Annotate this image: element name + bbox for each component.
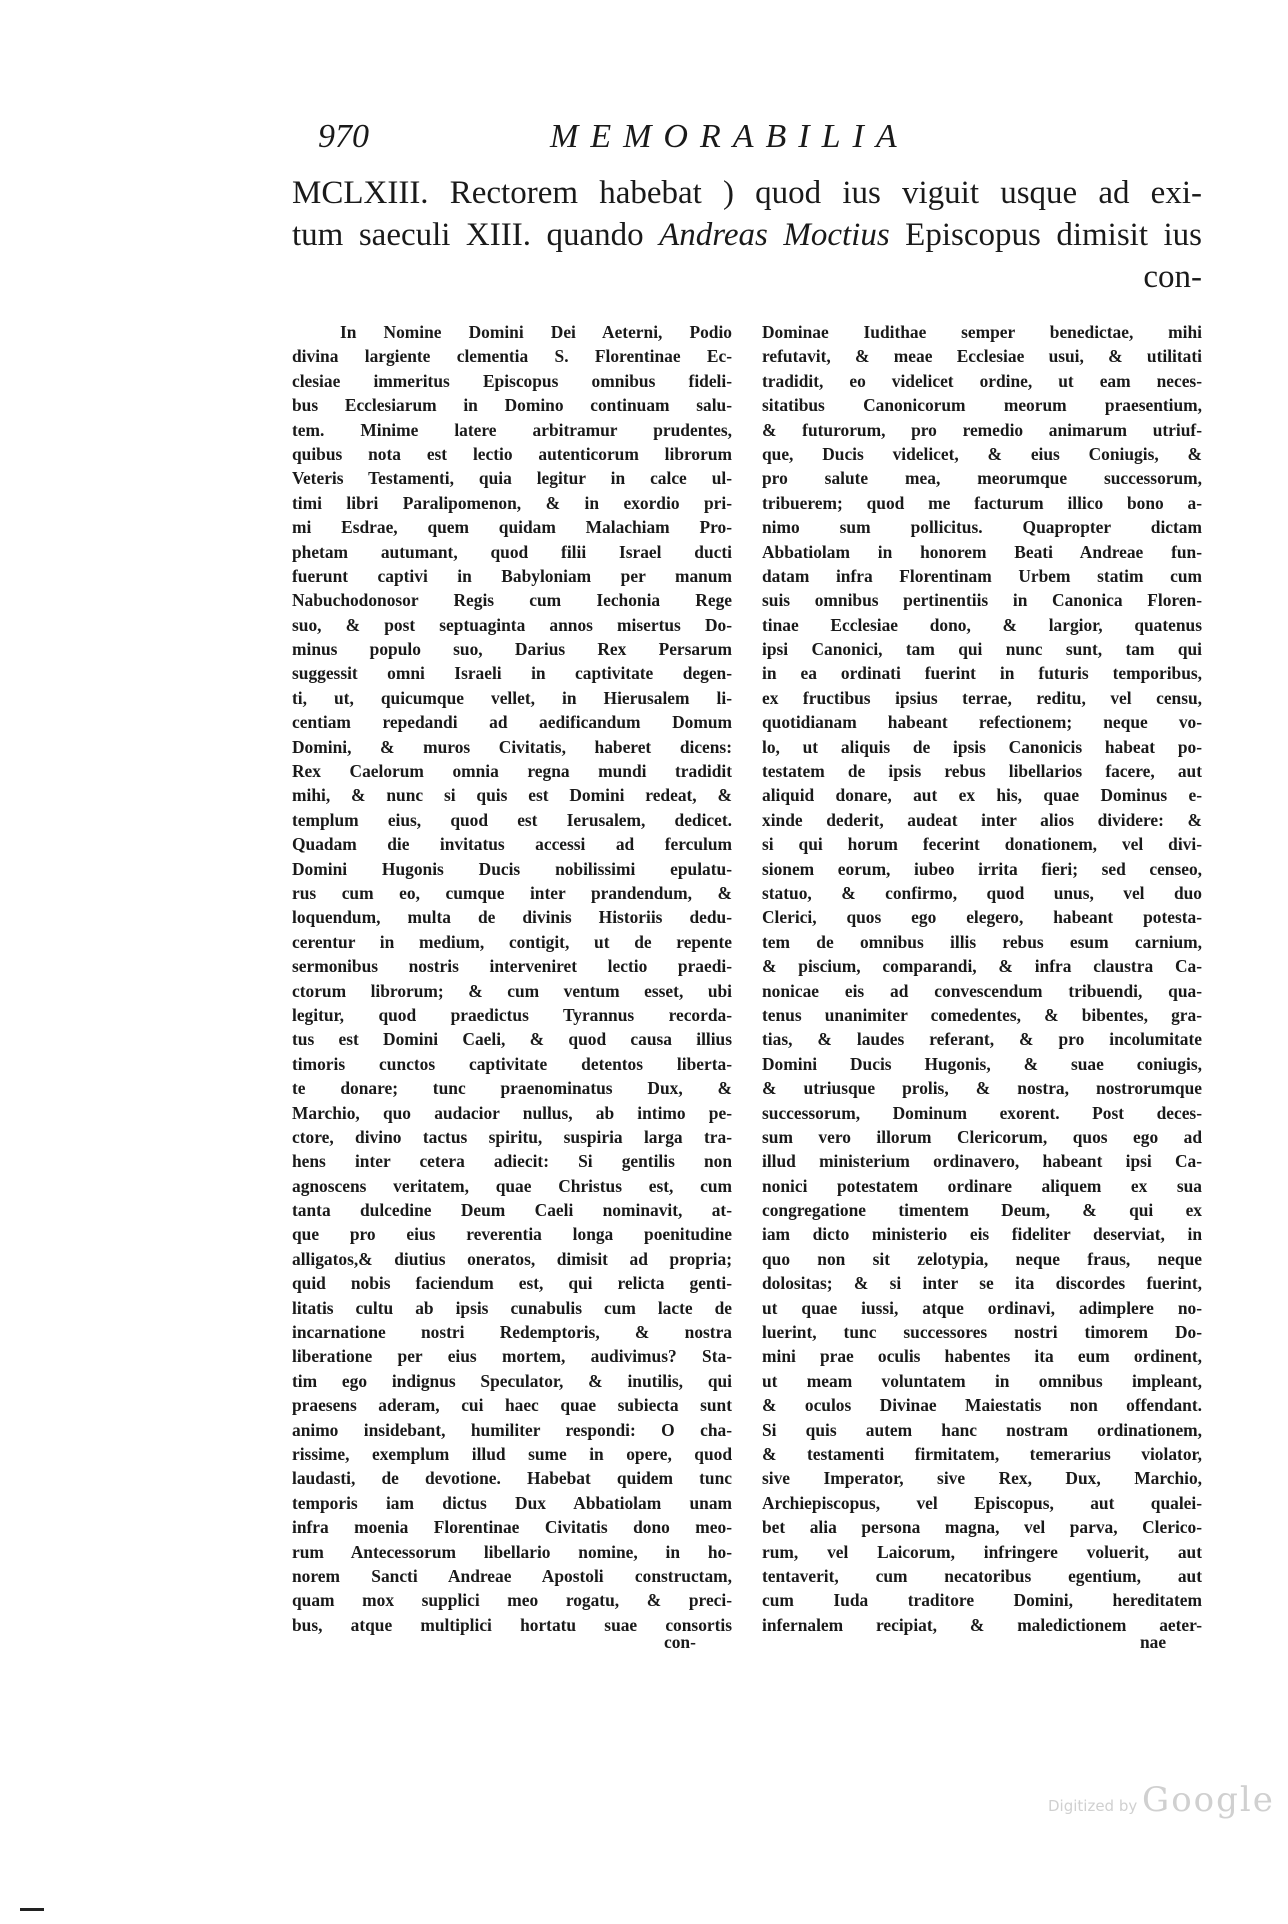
text-line: Nabuchodonosor Regis cum Iechonia Rege	[292, 590, 732, 611]
text-line: agnoscens veritatem, quae Christus est, cum	[292, 1175, 732, 1196]
text-line: cum Iuda traditore Domini, hereditatem	[762, 1590, 1202, 1611]
text-line: ctorum librorum; & cum ventum esset, ubi	[292, 980, 732, 1001]
text-line: Archiepiscopus, vel Episcopus, aut qualei-	[762, 1492, 1202, 1513]
text-line: tem de omnibus illis rebus esum carnium,	[762, 931, 1202, 952]
text-line: bus, atque multiplici hortatu suae consortis	[292, 1614, 732, 1635]
text-line: si qui horum fecerint donationem, vel divi-	[762, 834, 1202, 855]
text-line: suis omnibus pertinentiis in Canonica Floren-	[762, 590, 1202, 611]
text-line: tanta dulcedine Deum Caeli nominavit, at-	[292, 1200, 732, 1221]
text-line: hens inter cetera adiecit: Si gentilis non	[292, 1151, 732, 1172]
text-line: que, Ducis videlicet, & eius Coniugis, &	[762, 443, 1202, 464]
text-line: tinae Ecclesiae dono, & largior, quatenus	[762, 614, 1202, 635]
text-line: sionem eorum, iubeo irrita fieri; sed censeo,	[762, 858, 1202, 879]
right-catchword: nae	[1140, 1632, 1167, 1652]
text-line: templum eius, quod est Ierusalem, dedicet.	[292, 809, 732, 830]
text-line: suggessit omni Israeli in captivitate degen-	[292, 663, 732, 684]
text-line: praesens aderam, cui haec quae subiecta sunt	[292, 1395, 732, 1416]
intro-paragraph	[292, 172, 1202, 298]
text-line: sive Imperator, sive Rex, Dux, Marchio,	[762, 1468, 1202, 1489]
text-line: tim ego indignus Speculator, & inutilis, qui	[292, 1370, 732, 1391]
text-line: alligatos,& diutius oneratos, dimisit ad propria;	[292, 1248, 732, 1269]
text-line: nonici potestatem ordinare aliquem ex sua	[762, 1175, 1202, 1196]
text-line: ut quae iussi, atque ordinavi, adimplere no-	[762, 1297, 1202, 1318]
text-line: In Nomine Domini Dei Aeterni, Podio	[340, 322, 732, 342]
text-line: Clerici, quos ego elegero, habeant potesta-	[762, 907, 1202, 928]
text-line: Abbatiolam in honorem Beati Andreae fun-	[762, 541, 1202, 562]
text-line: que pro eius reverentia longa poenitudine	[292, 1224, 732, 1245]
text-line: tentaverit, cum necatoribus egentium, aut	[762, 1565, 1202, 1586]
text-line: timoris cunctos captivitate detentos liberta-	[292, 1053, 732, 1074]
text-line: laudasti, de devotione. Habebat quidem tunc	[292, 1468, 732, 1489]
text-line: Si quis autem hanc nostram ordinationem,	[762, 1419, 1202, 1440]
text-line: ex fructibus ipsius terrae, reditu, vel censu,	[762, 687, 1202, 708]
text-line: lo, ut aliquis de ipsis Canonicis habeat po-	[762, 736, 1202, 757]
text-line: liberatione per eius mortem, audivimus? Sta-	[292, 1346, 732, 1367]
text-line: ipsi Canonici, tam qui nunc sunt, tam qui	[762, 639, 1202, 660]
intro-bishop-name: Andreas Moctius	[659, 217, 890, 253]
text-line: sitatibus Canonicorum meorum praesentium,	[762, 395, 1202, 416]
text-line: rissime, exemplum illud sume in opere, quod	[292, 1443, 732, 1464]
text-line: legitur, quod praedictus Tyrannus recorda-	[292, 1004, 732, 1025]
text-line: mi Esdrae, quem quidam Malachiam Pro-	[292, 517, 732, 538]
text-line: iam dicto ministerio eis fideliter deserviat, in	[762, 1224, 1202, 1245]
text-line: bus Ecclesiarum in Domino continuam salu-	[292, 395, 732, 416]
intro-line: con-	[1143, 259, 1202, 295]
text-line: Domini, & muros Civitatis, haberet dicens:	[292, 736, 732, 757]
text-line: quid nobis faciendum est, qui relicta genti-	[292, 1273, 732, 1294]
text-line: aliquid donare, aut ex his, quae Dominus e-	[762, 785, 1202, 806]
text-line: successorum, Dominum exorent. Post deces-	[762, 1102, 1202, 1123]
text-line: incarnatione nostri Redemptoris, & nostra	[292, 1322, 732, 1343]
text-line: suo, & post septuaginta annos misertus Do-	[292, 614, 732, 635]
text-line: & oculos Divinae Maiestatis non offendant.	[762, 1395, 1202, 1416]
watermark-brand: Google	[1142, 1780, 1275, 1820]
text-line: norem Sancti Andreae Apostoli constructam,	[292, 1565, 732, 1586]
text-line: centiam repedandi ad aedificandum Domum	[292, 712, 732, 733]
text-line: temporis iam dictus Dux Abbatiolam unam	[292, 1492, 732, 1513]
text-line: quam mox supplici meo rogatu, & preci-	[292, 1590, 732, 1611]
text-line: mihi, & nunc si quis est Domini redeat, &	[292, 785, 732, 806]
text-line: Rex Caelorum omnia regna mundi tradidit	[292, 761, 732, 782]
text-line: ut meam voluntatem in omnibus impleant,	[762, 1370, 1202, 1391]
intro-text: Episcopus dimisit ius	[889, 217, 1202, 253]
text-line: tribuerem; quod me facturum illico bono a-	[762, 492, 1202, 513]
text-line: infernalem recipiat, & maledictionem aeter-	[762, 1614, 1202, 1635]
text-line: quo non sit zelotypia, neque fraus, neque	[762, 1248, 1202, 1269]
text-line: testatem de ipsis rebus libellarios facere, aut	[762, 761, 1202, 782]
text-line: Dominae Iudithae semper benedictae, mihi	[762, 322, 1202, 342]
running-title: MEMORABILIA	[550, 118, 909, 155]
text-line: clesiae immeritus Episcopus omnibus fideli-	[292, 370, 732, 391]
text-line: luerint, tunc successores nostri timorem Do-	[762, 1322, 1202, 1343]
text-line: minus populo suo, Darius Rex Persarum	[292, 639, 732, 660]
text-line: te donare; tunc praenominatus Dux, &	[292, 1078, 732, 1099]
text-line: tias, & laudes referant, & pro incolumitate	[762, 1029, 1202, 1050]
text-line: pro salute mea, meorumque successorum,	[762, 468, 1202, 489]
text-line: illud ministerium ordinavero, habeant ipsi Ca-	[762, 1151, 1202, 1172]
text-line: tem. Minime latere arbitramur prudentes,	[292, 419, 732, 440]
text-line: rum Antecessorum libellario nomine, in ho-	[292, 1541, 732, 1562]
left-catchword: con-	[664, 1632, 696, 1652]
text-line: refutavit, & meae Ecclesiae usui, & utilitati	[762, 346, 1202, 367]
intro-line	[292, 214, 1202, 256]
text-line: nonicae eis ad convescendum tribuendi, qua-	[762, 980, 1202, 1001]
text-line: tenus unanimiter comedentes, & bibentes, gra-	[762, 1004, 1202, 1025]
text-line: ctore, divino tactus spiritu, suspiria larga tra-	[292, 1126, 732, 1147]
text-line: dolositas; & si inter se ita discordes fuerint,	[762, 1273, 1202, 1294]
right-column	[762, 320, 1202, 1637]
text-line: & utriusque prolis, & nostra, nostrorumque	[762, 1078, 1202, 1099]
text-line: sermonibus nostris interveniret lectio praedi-	[292, 956, 732, 977]
text-line: mini prae oculis habentes ita eum ordinent,	[762, 1346, 1202, 1367]
text-line: & piscium, comparandi, & infra claustra Ca-	[762, 956, 1202, 977]
text-line: nimo sum pollicitus. Quapropter dictam	[762, 517, 1202, 538]
text-line: Domini Ducis Hugonis, & suae coniugis,	[762, 1053, 1202, 1074]
text-line: rus cum eo, cumque inter prandendum, &	[292, 882, 732, 903]
text-line: infra moenia Florentinae Civitatis dono meo-	[292, 1517, 732, 1538]
scan-mark	[20, 1908, 44, 1911]
text-line: datam infra Florentinam Urbem statim cum	[762, 565, 1202, 586]
text-line: cerentur in medium, contigit, ut de repente	[292, 931, 732, 952]
text-line: Domini Hugonis Ducis nobilissimi epulatu-	[292, 858, 732, 879]
text-line: statuo, & confirmo, quod unus, vel duo	[762, 882, 1202, 903]
left-column	[292, 320, 732, 1637]
text-line: sum vero illorum Clericorum, quos ego ad	[762, 1126, 1202, 1147]
text-line: quotidianam habeant refectionem; neque vo-	[762, 712, 1202, 733]
text-line: tus est Domini Caeli, & quod causa illius	[292, 1029, 732, 1050]
text-line: litatis cultu ab ipsis cunabulis cum lacte de	[292, 1297, 732, 1318]
watermark-prefix: Digitized by	[1048, 1797, 1138, 1815]
text-line: in ea ordinati fuerint in futuris temporibus,	[762, 663, 1202, 684]
text-line: tradidit, eo videlicet ordine, ut eam neces-	[762, 370, 1202, 391]
text-line: congregatione timentem Deum, & qui ex	[762, 1200, 1202, 1221]
text-line: quibus nota est lectio autenticorum librorum	[292, 443, 732, 464]
page-header	[318, 118, 958, 162]
text-line: Quadam die invitatus accessi ad ferculum	[292, 834, 732, 855]
text-line: Veteris Testamenti, quia legitur in calce ul-	[292, 468, 732, 489]
text-line: xinde dederit, audeat inter alios dividere: &	[762, 809, 1202, 830]
text-line: bet alia persona magna, vel parva, Clerico-	[762, 1517, 1202, 1538]
text-line: phetam autumant, quod filii Israel ducti	[292, 541, 732, 562]
text-line: loquendum, multa de divinis Historiis dedu-	[292, 907, 732, 928]
text-line: animo insidebant, humiliter respondi: O cha-	[292, 1419, 732, 1440]
text-line: divina largiente clementia S. Florentinae Ec-	[292, 346, 732, 367]
text-line: ti, ut, quicumque vellet, in Hierusalem li-	[292, 687, 732, 708]
text-line: fuerunt captivi in Babyloniam per manum	[292, 565, 732, 586]
digitization-watermark	[1048, 1780, 1275, 1820]
intro-text: tum saeculi XIII. quando	[292, 217, 660, 253]
text-line: & testamenti firmitatem, temerarius violator,	[762, 1443, 1202, 1464]
text-line: Marchio, quo audacior nullus, ab intimo pe-	[292, 1102, 732, 1123]
page-number: 970	[318, 118, 369, 155]
text-line: timi libri Paralipomenon, & in exordio pri-	[292, 492, 732, 513]
text-line: & futurorum, pro remedio animarum utriuf-	[762, 419, 1202, 440]
intro-line: MCLXIII. Rectorem habebat ) quod ius viguit usque ad exi-	[292, 175, 1202, 211]
text-line: rum, vel Laicorum, infringere voluerit, aut	[762, 1541, 1202, 1562]
